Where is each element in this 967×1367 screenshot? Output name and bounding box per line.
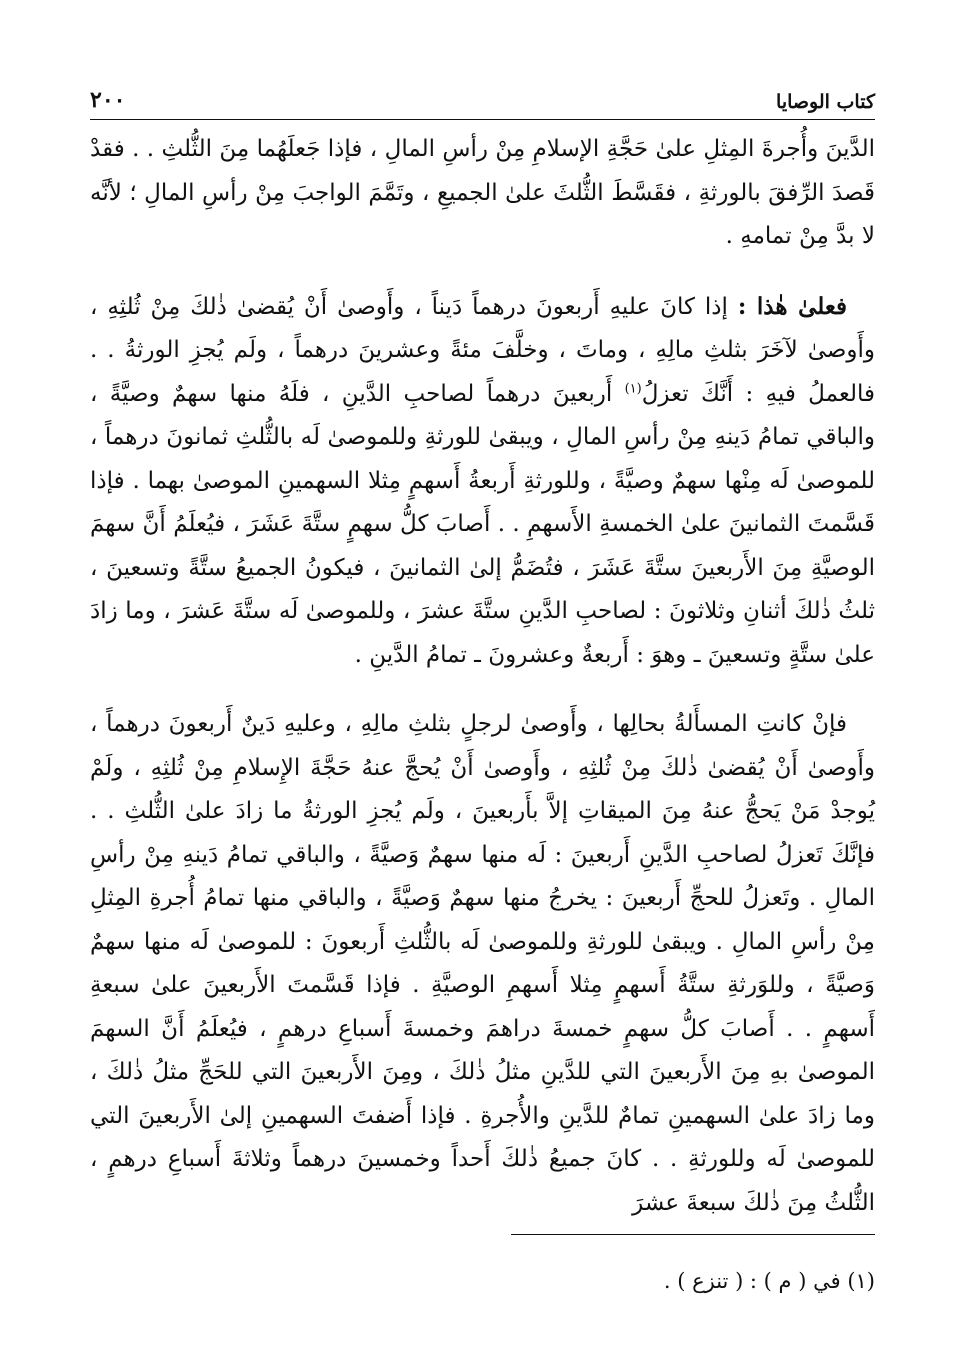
footnote-separator [511, 1234, 875, 1235]
paragraph-1: الدَّينَ وأُجرةَ المِثلِ علىٰ حَجَّةِ الإسلامِ مِنْ رأسِ المالِ ، فإذا جَعلَهُما مِنَ الثُّلثِ . . فقدْ قَصدَ الرِّفقَ بالورثةِ ، فقَسَّطَ الثُّلثَ علىٰ الجميعِ ، وتَمَّمَ الواجبَ مِنْ رأسِ المالِ ؛ لأنَّه لا بدَّ مِنْ تمامهِ . [90, 136, 875, 249]
paragraph-2-text-a: إذا كانَ عليهِ أَربعونَ درهماً دَيناً ، وأَوصىٰ أَنْ يُقضىٰ ذٰلكَ مِنْ ثُلثِهِ ، وأَوصىٰ لآخَرَ بثلثِ مالِهِ ، وماتَ ، وخلَّفَ مئةً وعشرينَ درهماً ، ولَم يُجزِ الورثةُ . . فالعملُ فيهِ : أَنَّكَ تعزلُ [90, 293, 876, 407]
footnote-marker: (١) [624, 380, 642, 396]
page-header [90, 84, 875, 120]
paragraph-2 [90, 285, 875, 678]
page-number: ٢٠٠ [90, 87, 126, 113]
footnote: (١) في ( م ) : ( تنزع ) . [663, 1269, 875, 1293]
paragraph-2-lead: فعلىٰ هٰذا : [737, 292, 847, 320]
paragraph-2-text-b: أَربعينَ درهماً لصاحبِ الدَّينِ ، فلَهُ منها سهمٌ وصيَّةً ، والباقي تمامُ دَينهِ مِنْ رأسِ المالِ ، ويبقىٰ للورثةِ وللموصىٰ لَه بالثُّلثِ ثمانونَ درهماً ، للموصىٰ لَه مِنْها سهمٌ وصيَّةً ، وللورثةِ أَربعةُ أَسهمٍ مِثلا السهمينِ الموصىٰ بهما . فإذا قَسَّمتَ الثمانينَ علىٰ الخمسةِ الأَسهمِ . . أَصابَ كلُّ سهمٍ ستَّةَ عَشَرَ ، فيُعلَمُ أَنَّ سهمَ الوصيَّةِ مِنَ الأَربعينَ ستَّةَ عَشَرَ ، فتُضَمُّ إلىٰ الثمانينَ ، فيكونُ الجميعُ ستَّةً وتسعينَ ، ثلثُ ذٰلكَ أثنانِ وثلاثونَ : لصاحبِ الدَّينِ ستَّةَ عشرَ ، وللموصىٰ لَه ستَّةَ عَشرَ ، وما زادَ علىٰ ستَّةٍ وتسعينَ ـ وهوَ : أَربعةٌ وعشرونَ ـ تمامُ الدَّينِ . [90, 380, 875, 668]
paragraph-3: فإنْ كانتِ المسأَلةُ بحالِها ، وأَوصىٰ لرجلٍ بثلثِ مالِهِ ، وعليهِ دَينٌ أَربعونَ درهماً ، وأَوصىٰ أَنْ يُقضىٰ ذٰلكَ مِنْ ثُلثِهِ ، وأَوصىٰ أَنْ يُحجَّ عنهُ حَجَّةَ الإِسلامِ مِنْ ثُلثِهِ ، ولَمْ يُوجدْ مَنْ يَحجُّ عنهُ مِنَ الميقاتِ إلاَّ بأَربعينَ ، ولَم يُجزِ الورثةُ ما زادَ علىٰ الثُّلثِ . . فإنَّكَ تَعزلُ لصاحبِ الدَّينِ أَربعينَ : لَه منها سهمٌ وَصيَّةً ، والباقي تمامُ دَينهِ مِنْ رأسِ المالِ . وتَعزلُ للحجِّ أَربعينَ : يخرجُ منها سهمٌ وَصيَّةً ، والباقي منها تمامُ أُجرةِ المِثلِ مِنْ رأسِ المالِ . ويبقىٰ للورثةِ وللموصىٰ لَه بالثُّلثِ أَربعونَ : للموصىٰ لَه منها سهمٌ وَصيَّةً ، وللوَرثةِ ستَّةُ أَسهمٍ مِثلا أَسهمِ الوصيَّةِ . فإذا قَسَّمتَ الأَربعينَ علىٰ سبعةِ أَسهمٍ . . أَصابَ كلُّ سهمٍ خمسةَ دراهمَ وخمسةَ أَسباعِ درهمٍ ، فيُعلَمُ أَنَّ السهمَ الموصىٰ بهِ مِنَ الأَربعينَ التي للدَّينِ مثلُ ذٰلكَ ، ومِنَ الأَربعينَ التي للحَجِّ مثلُ ذٰلكَ ، وما زادَ علىٰ السهمينِ تمامٌ للدَّينِ والأُجرةِ . فإذا أَضفتَ السهمينِ إلىٰ الأَربعينَ التي للموصىٰ لَه وللورثةِ . . كانَ جميعُ ذٰلكَ أَحداً وخمسينَ درهماً وثلاثةَ أَسباعِ درهمٍ ، الثُّلثُ مِنَ ذٰلكَ سبعةَ عشرَ [90, 711, 875, 1216]
book-title: كتاب الوصايا [776, 91, 875, 113]
page-body [90, 128, 875, 1251]
